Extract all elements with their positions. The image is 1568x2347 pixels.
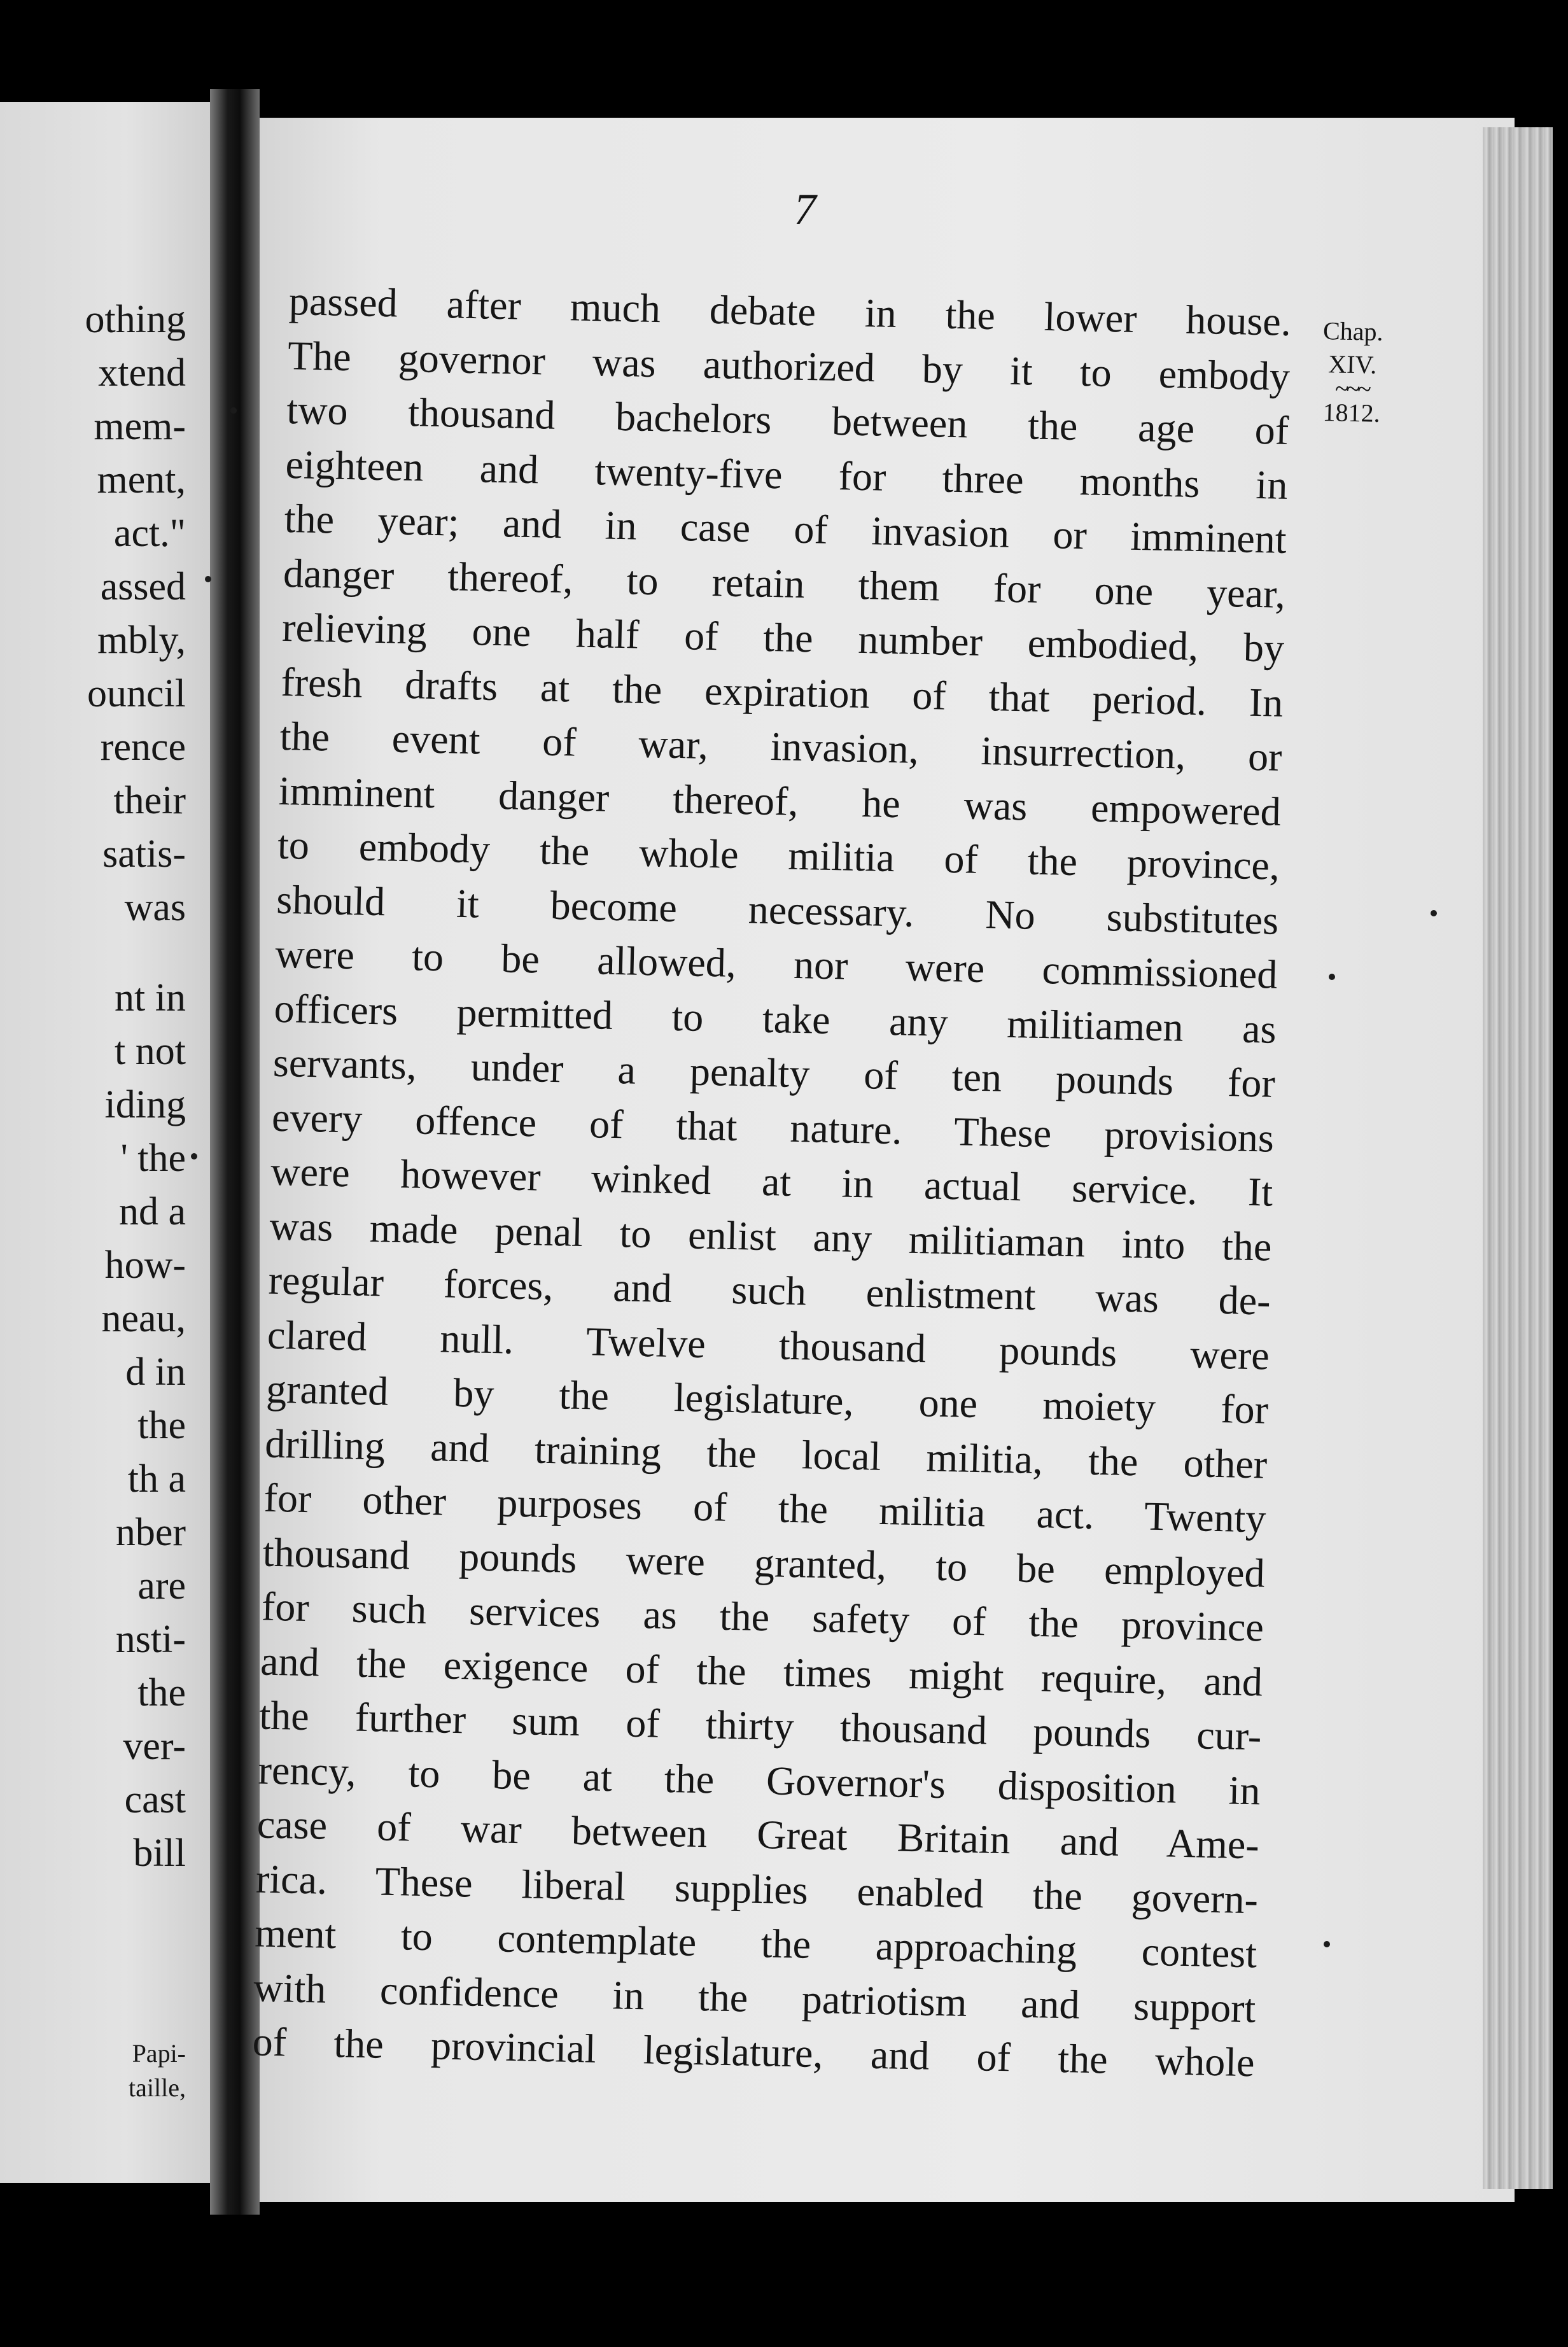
text-line: passed after much debate in the lower house. — [288, 277, 1292, 344]
print-speck — [191, 1153, 197, 1159]
text-line: was made penal to enlist any militiaman into the — [269, 1203, 1273, 1270]
left-line: nber — [115, 1511, 186, 1554]
left-line: ment, — [97, 458, 186, 501]
text-line: two thousand bachelors between the age of — [286, 386, 1289, 453]
body-text — [252, 274, 1292, 2090]
text-line: danger thereof, to retain them for one year, — [283, 550, 1286, 617]
text-line: servants, under a penalty of ten pounds for — [272, 1039, 1276, 1106]
left-line: ouncil — [87, 672, 186, 715]
text-line: for other purposes of the militia act. Twenty — [263, 1475, 1267, 1541]
text-line: thousand pounds were granted, to be employed — [262, 1529, 1266, 1596]
left-line: neau, — [101, 1297, 186, 1340]
text-line: the year; and in case of invasion or imminent — [284, 495, 1287, 562]
left-line: ver- — [123, 1725, 186, 1768]
left-line: are — [137, 1564, 186, 1608]
text-line: eighteen and twenty-five for three months in — [284, 441, 1289, 508]
left-line: othing — [85, 298, 186, 341]
left-line: nt in — [115, 976, 186, 1019]
left-line: bill — [133, 1832, 186, 1875]
text-line: fresh drafts at the expiration of that period. In — [280, 659, 1284, 725]
left-line: mbly, — [97, 619, 186, 662]
left-line: cast — [124, 1778, 186, 1821]
text-line: the event of war, invasion, insurrection, or — [279, 713, 1283, 780]
text-line: ment to contemplate the approaching contest — [254, 1910, 1257, 1977]
print-speck — [1329, 974, 1335, 980]
text-line: were to be allowed, nor were commissioned — [274, 930, 1278, 997]
left-line: satis- — [102, 832, 186, 876]
left-line: assed — [100, 565, 186, 608]
left-line: nsti- — [115, 1618, 186, 1661]
left-line: d in — [125, 1350, 186, 1394]
text-line: to embody the whole militia of the province, — [277, 822, 1280, 888]
left-line: was — [124, 886, 186, 929]
margin-year: 1812. — [1322, 398, 1381, 428]
left-line: mem- — [94, 405, 186, 448]
print-speck — [1324, 1941, 1330, 1947]
text-line: rency, to be at the Governor's disposition in — [258, 1746, 1261, 1813]
print-speck — [1431, 910, 1437, 916]
left-line: t not — [115, 1030, 186, 1073]
text-line: every offence of that nature. These provisions — [271, 1094, 1275, 1161]
margin-divider: ~~~ — [1334, 374, 1369, 403]
margin-note — [1300, 314, 1404, 430]
text-line: should it become necessary. No substitutes — [276, 876, 1279, 943]
left-line: their — [113, 779, 186, 822]
left-line: ' the — [120, 1137, 186, 1180]
text-line: regular forces, and such enlistment was de- — [268, 1257, 1271, 1324]
left-line: xtend — [98, 351, 186, 395]
text-line: rica. These liberal supplies enabled the govern- — [255, 1855, 1259, 1922]
text-line: were however winked at in actual service. It — [270, 1148, 1273, 1215]
left-page-footnote — [129, 2036, 186, 2105]
left-line: the — [137, 1404, 186, 1447]
left-line: th a — [127, 1457, 186, 1501]
margin-chapter-number: XIV. — [1327, 349, 1377, 379]
left-line: rence — [100, 725, 186, 769]
text-line: granted by the legislature, one moiety for — [265, 1366, 1269, 1433]
text-line: imminent danger thereof, he was empowered — [278, 767, 1282, 834]
text-line: case of war between Great Britain and Ame- — [256, 1801, 1260, 1868]
left-note-line: taille, — [129, 2073, 186, 2102]
left-line: act." — [113, 512, 186, 555]
print-speck — [205, 576, 211, 582]
left-line: the — [137, 1671, 186, 1714]
text-line: clared null. Twelve thousand pounds were — [267, 1312, 1270, 1378]
text-line: officers permitted to take any militiamen as — [274, 985, 1277, 1052]
text-line: with confidence in the patriotism and support — [253, 1964, 1257, 2031]
text-line: relieving one half of the number embodied, by — [281, 604, 1285, 671]
left-page-text — [85, 293, 186, 1880]
left-line: iding — [104, 1083, 186, 1126]
text-line: and the exigence of the times might require, and — [260, 1638, 1263, 1704]
text-line: for such services as the safety of the province — [261, 1583, 1264, 1650]
text-line: the further sum of thirty thousand pounds cur- — [258, 1692, 1262, 1759]
margin-chapter: Chap. — [1322, 316, 1384, 346]
left-page — [0, 102, 210, 2183]
left-note-line: Papi- — [132, 2039, 186, 2068]
text-line: drilling and training the local militia, the other — [264, 1420, 1268, 1487]
left-line: nd a — [118, 1190, 186, 1233]
print-speck — [230, 407, 237, 414]
text-line: The governor was authorized by it to embody — [287, 332, 1291, 399]
text-line: of the provincial legislature, and of the whole — [252, 2019, 1256, 2085]
page-number: 7 — [794, 185, 816, 234]
page-edge-stack — [1483, 127, 1553, 2189]
left-line: how- — [104, 1244, 186, 1287]
